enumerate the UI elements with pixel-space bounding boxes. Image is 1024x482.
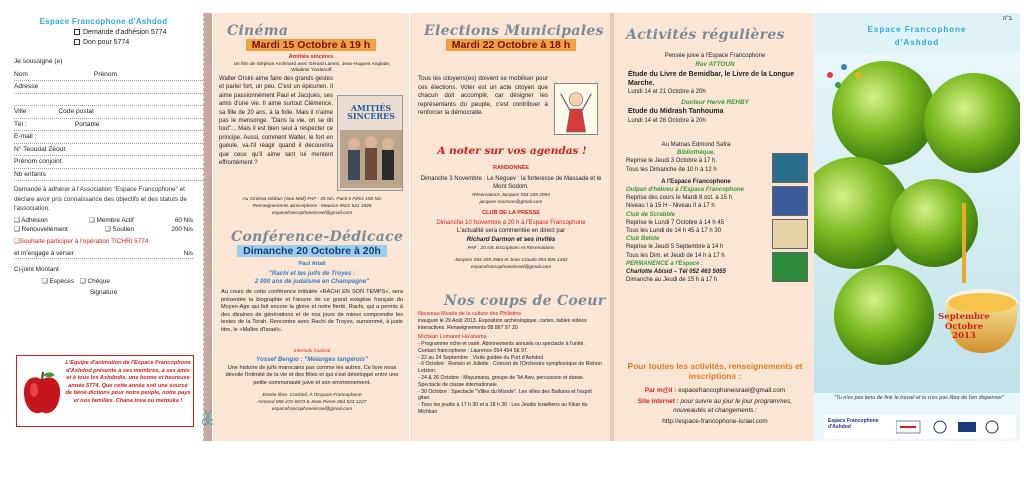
adresse-line2[interactable] [14, 94, 203, 107]
scrabble-text: Reprise le Lundi 7 Octobre à 14 h 45 [626, 219, 725, 226]
randonnee-email[interactable]: jacques-soussan@gmail.com [479, 200, 543, 205]
cover-title-line1: Espace Francophone [867, 25, 967, 34]
etude1-title: Étude du Livre de Bemidbar, le Livre de la Longue Marche. [628, 71, 795, 87]
info-site-label: Site internet : [637, 398, 679, 405]
belote-text2: Tous les Dim. et Jeudi de 14 h à 17 h [626, 252, 725, 259]
conference-date: Dimanche 20 Octobre à 20h [237, 245, 387, 257]
apple-icon [21, 370, 63, 418]
montant-actif: 60 Nis [174, 216, 193, 224]
membre-actif-option[interactable]: ❑ Membre Actif [88, 216, 134, 224]
bengio-title: Yossef Bengio : "Mélanges tangérois" [256, 356, 368, 363]
info-site-text: pour suivre au jour le jour programmes, [680, 398, 793, 405]
matnas-label: Au Matnas Edmond Safra [661, 142, 731, 148]
conference-heading: Conférence-Dédicace [231, 229, 404, 245]
book-thumbnail [772, 153, 808, 183]
payment-row[interactable] [14, 277, 193, 287]
adhesion-row[interactable] [14, 216, 193, 226]
sponsor-logos [824, 415, 1016, 439]
elections-text: Tous les citoyens(es) doivent se mobiliser pour ces élections. Voter est un acte citoyen que chacun doit accomplir, car désigner les représentants du peuple, c'est contribuer à renforcer la démocratie. [418, 75, 548, 117]
presse-contacts: Jacques 054 209 2984 et Jean-Claude 054 806 1452 [454, 258, 568, 263]
coeur-heading: Nos coups de Coeur [444, 293, 606, 309]
cover-month2: Octobre [944, 321, 983, 332]
nom-field[interactable]: Nom Prénom [14, 69, 203, 82]
ci-joint-label: Ci-joint Montant [14, 266, 59, 274]
coeur-item: - 6 Octobre : Roméo et Juliette : Concert de l'Orchestre symphonique de Rishon Letzion. [418, 361, 602, 375]
cinema-reserv: Renseignements &inscriptions : Maurice 0522 531 1826 [252, 204, 372, 209]
biblio-label: Bibliothèque. [677, 150, 715, 157]
conference-entree: Entrée libre. Cocktail. À l'Espace Francophone [262, 393, 362, 398]
belote-text: Reprise le Jeudi 5 Septembre à 14 h [626, 244, 724, 251]
voter-illustration [554, 83, 598, 135]
etude2-title: Etude du Midrash Tanhouma [628, 108, 724, 115]
especes-option[interactable]: ❑ Espèces [42, 277, 75, 285]
scrabble-thumbnail [772, 219, 808, 249]
film-poster-title: AMITIÉS SINCÈRES [347, 103, 395, 121]
renouvellement-row[interactable] [14, 225, 193, 235]
coeur-item: - Tous les jeudis à 17 h 30 et à 18 h 30 : Les Jeudis Israéliens au Kikar du Michkan [418, 402, 588, 415]
checkbox-don-label: Don pour 5774 [83, 39, 130, 46]
verser-label: et m'engage à verser [14, 249, 74, 257]
info-mail-row [624, 387, 806, 394]
cinema-conference-panel [213, 13, 409, 441]
montant-row[interactable] [14, 265, 193, 275]
presse-text: Dimanche 10 Novembre à 20 h à l'Espace Francophone [436, 220, 586, 226]
michkan-heading: Michkan Lomanot Ha'abama [418, 334, 487, 340]
conference-desc: Au cours de cette conférence intitulée «RACHI EN SON TEMPS», sera présentée la biographie et l'œuvre de ce grand exégèse français du Moyen-Age qui fait encore la gloire et notre fierté, Rachi, qui a permis à des dizaines de générations et de nos jours de mieux comprendre les textes de la Torah. Rencontre avec Rachi de Troyes, surnommé, à juste titre, le «Maître d'Israël». [221, 289, 403, 333]
tichri-label: Souhaite participer à l'opération TICHRI 5774 [19, 237, 149, 245]
demande-text: Demande à adhérer à l'Association "Espace Francophone" et déclare avoir pris connaissance des objectifs et des statuts de l'association. [14, 186, 187, 213]
coeur-item: - 30 Octobre : Spectacle "Villes du Monde". Les villes des Balkans et l'esprit gitan. [418, 388, 592, 402]
apples-honey-image [814, 53, 1020, 393]
rav-name: Rav ATTOUN [695, 61, 735, 68]
cinema-date: Mardi 15 Octobre à 19 h [246, 39, 376, 51]
verser-row[interactable] [14, 249, 193, 260]
activity-thumbnails [772, 153, 808, 281]
info-url[interactable]: http://espace-francophone-israel.com [662, 418, 768, 425]
elections-heading: Elections Municipales [424, 23, 604, 39]
espace-label: A l'Espace Francophone [661, 178, 731, 185]
logo-espace: Espace Francophone d'Ashdod [828, 418, 879, 430]
randonnee-heading: RANDONNÉE [492, 165, 530, 171]
film-poster [337, 95, 403, 191]
form-checkboxes [74, 28, 203, 48]
cinema-heading: Cinéma [227, 23, 289, 39]
form-fields [14, 56, 203, 181]
signature-label: Signature [89, 289, 118, 297]
cinema-synopsis: Walter Orsini aime faire des grands gestes et parler fort, un peu. C'est un épicurien. Il aime passionnément Paul et Jacques, ses amis d'une vie. Il aime surtout Clémence, sa fille de 20 ans, à la folie. Mais il n'aime pas le mensonge. "Dans la vie, on se dit tout"... Mais il est bien seul à respecter ce principe. Aussi, comment Walter, le fort en gueule, va-t'il réagir quand il découvrira que ceux qu'il aime tant lui mentent effrontément ? [219, 76, 333, 167]
agenda-heading: A noter sur vos agendas ! [437, 145, 587, 157]
montant-soutien: 200 Nis [171, 226, 193, 234]
info-site-row [624, 398, 806, 405]
presse-guests: Richard Darmon et ses invités [466, 236, 556, 243]
fold-strip [204, 13, 212, 441]
cover-title-line2: d'Ashdod [894, 38, 940, 47]
coeur-item: - 24 & 26 Octobre : Mayumana, groupe de Tel Aviv, percussion et danse. Spectacle de classe internationale. [418, 374, 585, 388]
adhesion-option[interactable]: ❑ Adhésion [14, 216, 48, 224]
oulpan-text: Reprise des cours le Mardi 8 oct. à 15 h [626, 195, 733, 202]
scrabble-text2: Tous les Lundi de 14 h 45 à 17 h 30 [626, 228, 722, 235]
coeur-item: - 22 au 24 Septembre : Visite guidée du Port d'Ashdod. [418, 354, 545, 361]
biblio-text2: Tous les Dimanche de 10 h à 12 h [626, 166, 717, 173]
cover-header [814, 13, 1020, 53]
activites-heading: Activités régulières [626, 27, 785, 43]
presse-email[interactable]: espacefrancophoneisrael@gmail.com [470, 265, 552, 270]
charlotte-contact: Charlotte Abisid – Tél 052 463 5055 [626, 269, 726, 276]
conference-email[interactable]: espacefrancophoneisrael@gmail.com [271, 407, 353, 412]
renouvellement-option[interactable]: ❑ Renouvellement [14, 226, 68, 234]
cover-date [924, 313, 1004, 342]
cinema-email[interactable]: espacefrancophoneisrael@gmail.com [271, 211, 353, 216]
conference-title-line2: 2 000 ans de judaïsme en Champagne" [254, 278, 370, 285]
bengio-desc: Une histoire de juifs marocains pas comme les autres. Ce livre nous dévoile l'intimité de la vie et des fêtes et qui s'est développé entre une petite communauté juive et son environnement. [225, 365, 399, 386]
conference-title-line1: "Rachi et les juifs de Troyes : [268, 270, 356, 277]
presse-heading: CLUB DE LA PRESSE [482, 210, 540, 216]
info-mail-label: Par m@il : [644, 387, 677, 394]
cover-year: 2013 [952, 331, 976, 342]
biblio-text: Reprise le Jeudi 3 Octobre à 17 h. [626, 158, 718, 165]
book-thumbnail [772, 186, 808, 216]
cover-panel [814, 13, 1020, 441]
interlude-label: Interlude musical [293, 349, 331, 354]
soussigne-label: Je soussigné (e) [14, 58, 63, 65]
oulpan-niveau: Niveau I à 15 H - Niveau II à 17 h [626, 203, 715, 210]
cards-thumbnail [772, 252, 808, 282]
enfants-field[interactable]: Nb enfants [14, 169, 203, 182]
cover-month1: Septembre [938, 312, 990, 322]
form-title: Espace Francophone d'Ashdod [39, 17, 168, 26]
cinema-lieu: Au Cinéma Globus (Sea Mall) PAF : 35 Nis. Pack 6 Films 150 Nis [242, 197, 382, 202]
conjoint-field[interactable]: Prénom conjoint [14, 156, 203, 169]
info-mail[interactable]: espacefrancophoneisrael@gmail.com [678, 387, 786, 394]
ville-field[interactable]: Ville Code postal [14, 106, 203, 119]
presse-paf: PAF : 20 Nis Inscriptions et Réservations [467, 246, 555, 251]
belote-label: Club Belote [626, 236, 660, 243]
coeur-item: - Programme riche et varié. Abonnements annuels ou spectacle à l'unité. Contact francophone : Laurence 054 454 56 97. [418, 341, 585, 354]
info-site-text2: nouveautés et changements : [673, 407, 757, 414]
tichri-row[interactable]: ❑ Souhaite participer à l'opération TICHRI 5774 [14, 237, 149, 245]
presse-text2: L'actualité sera commentée en direct par [456, 228, 566, 234]
info-box [624, 361, 806, 441]
email-field[interactable]: E-mail : [14, 131, 203, 144]
musee-text: inauguré le 29 Août 2013. Exposition archéologique, cartes, tables vidéos interactives. Renseignements 08 867 97 20 [418, 318, 587, 331]
partner-logos-icon [896, 419, 1006, 435]
info-title: Pour toutes les activités, renseignements et inscriptions : [627, 361, 803, 381]
cheque-option[interactable]: ❑ Chèque [80, 277, 110, 285]
elections-date: Mardi 22 Octobre à 18 h [446, 39, 576, 51]
cinema-credits: Un film de Stéphan Archinard avec Gérard Lanvin, Jean-Hugues Anglade, Wladimir Yordanoff. [233, 62, 391, 74]
voeux-text: L'Equipe d'animation de l'Espace Francophone d'Ashdod présente à ses membres, à ses amis et à tous les Ashdodis, une bonne et heureuse année 5774. Que cette année soit une source de béné-dictions pour notre peuple, notre pays et nos familles. Chana tova ou metouka ! [65, 360, 191, 404]
tel-field[interactable]: Tél : Portable [14, 119, 203, 132]
cinema-film: Amitiés sincères [288, 54, 334, 60]
randonnee-text: Dimanche 3 Novembre : Le Neguev : la forteresse de Massada et le Mont Sodom. [420, 176, 602, 190]
checkbox-adhesion[interactable] [74, 28, 203, 38]
teoudat-field[interactable]: N° Teoudat Zéout [14, 144, 203, 157]
activites-panel [614, 13, 814, 441]
soutien-option[interactable]: ❑ Soutien [104, 226, 135, 234]
charlotte-hours: Dimanche au Jeudi de 15 h à 17 h [626, 277, 718, 284]
randonnee-reserv: Réservations Jacques 054 209 2984 [472, 193, 550, 198]
membership-form-panel [4, 13, 204, 441]
matnas-block [626, 141, 766, 284]
scrabble-label: Club de Scrabble [626, 211, 676, 218]
docteur-name: Docteur Hervé REHBY [681, 99, 749, 106]
musee-heading: Nouveau Musée de la culture des Philistins [418, 311, 522, 317]
adresse-field[interactable]: Adresse [14, 81, 203, 94]
cover-quote: "Tu n'es pas tenu de finir le travail et tu n'es pas libre de t'en dispenser" [834, 395, 1004, 401]
cover-hebrew: ב"ה [1002, 16, 1012, 22]
conference-speaker: Paul Attali [298, 261, 326, 267]
oulpan-label: Oulpan d'hébreu à l'Espace Francophone [626, 187, 744, 194]
permanence-label: PERMANENCE à l'Espace : [626, 260, 704, 267]
etude2-dates: Lundi 14 et 28 Octobre à 20h [628, 118, 706, 124]
signature-row[interactable] [14, 288, 193, 298]
cover-title [814, 23, 1020, 49]
checkbox-don[interactable] [74, 38, 203, 48]
elections-agenda-panel [410, 13, 610, 441]
voeux-box [16, 355, 194, 427]
checkbox-adhesion-label: Demande d'adhésion 5774 [83, 29, 167, 36]
coeur-list [418, 341, 604, 416]
pensee-label: Pensée juive à l'Espace Francophone [664, 53, 766, 59]
etude1-dates: Lundi 14 et 21 Octobre à 20h [628, 89, 706, 95]
film-poster-image [340, 130, 402, 188]
nis-label: Nis [183, 249, 193, 257]
conference-contacts: Armond 058 472 6573 & Jean-Pierre 054 523 1227 [257, 400, 367, 405]
